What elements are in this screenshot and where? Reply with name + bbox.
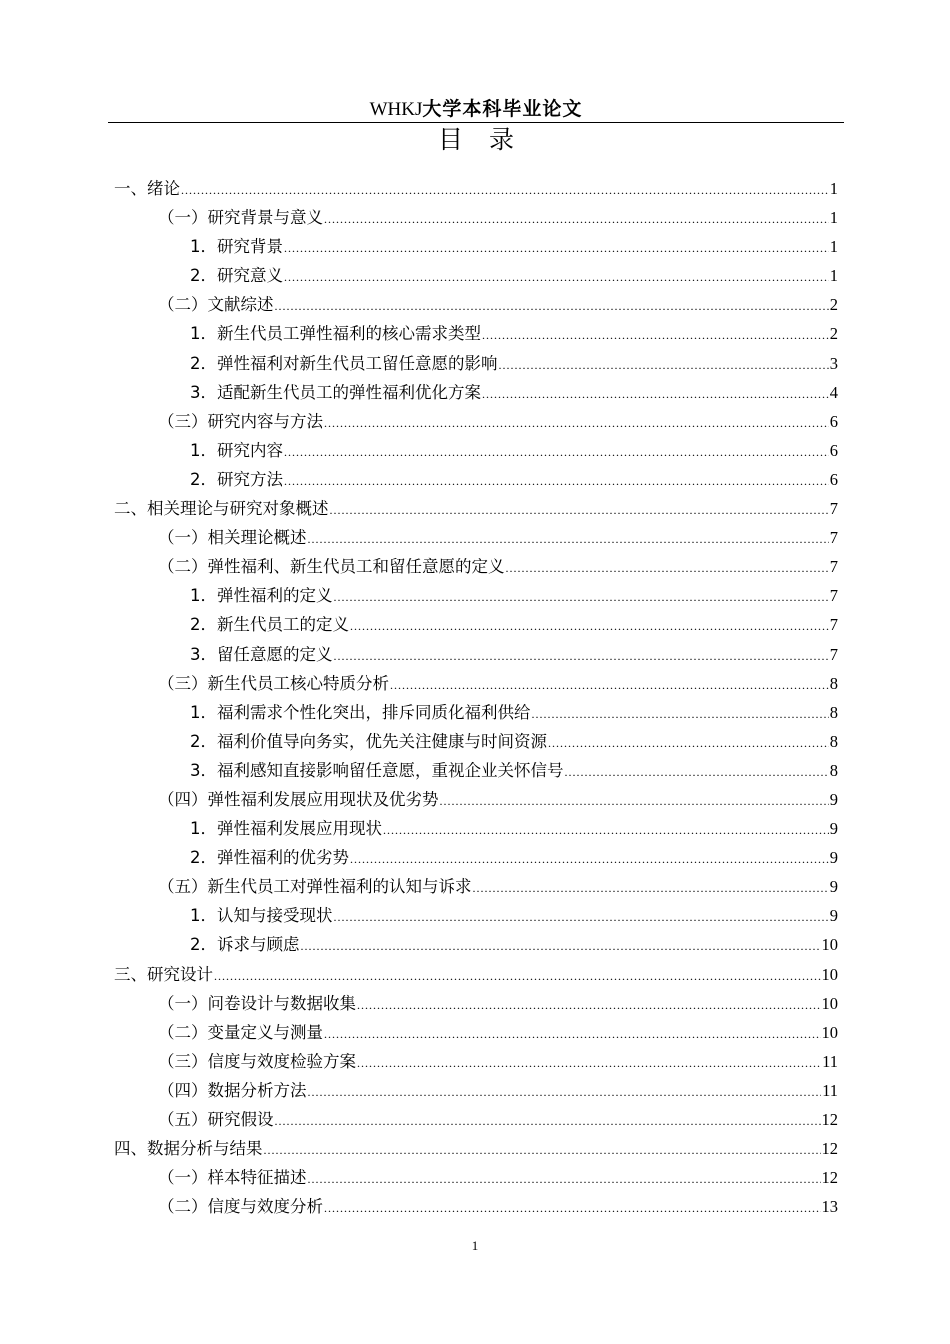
toc-entry-label: （三）研究内容与方法 xyxy=(158,411,323,431)
toc-entry-page: 7 xyxy=(829,586,838,606)
header-university-code: WHKJ xyxy=(369,99,423,120)
toc-entry-page: 9 xyxy=(829,877,838,897)
toc-entry[interactable] xyxy=(114,174,838,203)
toc-dot-leader xyxy=(284,234,829,263)
toc-entry-label: （三）新生代员工核心特质分析 xyxy=(158,673,389,693)
toc-entry[interactable] xyxy=(114,698,838,727)
toc-dot-leader xyxy=(440,787,829,816)
toc-dot-leader xyxy=(357,991,821,1020)
toc-entry[interactable] xyxy=(114,1163,838,1192)
toc-entry-label: （一）相关理论概述 xyxy=(158,528,307,548)
toc-entry-page: 7 xyxy=(829,644,838,664)
toc-entry-label: 1．新生代员工弹性福利的核心需求类型 xyxy=(190,324,481,344)
toc-entry-page: 4 xyxy=(829,382,838,402)
toc-entry-label: （二）变量定义与测量 xyxy=(158,1022,323,1042)
toc-entry-label: （一）研究背景与意义 xyxy=(158,208,323,228)
toc-dot-leader xyxy=(275,1107,821,1136)
toc-entry-label: 1．福利需求个性化突出，排斥同质化福利供给 xyxy=(190,702,531,722)
toc-entry[interactable] xyxy=(114,843,838,872)
toc-entry-page: 10 xyxy=(821,993,838,1013)
toc-dot-leader xyxy=(506,554,829,583)
toc-entry-label: （一）问卷设计与数据收集 xyxy=(158,993,356,1013)
toc-dot-leader xyxy=(390,671,829,700)
toc-entry-page: 13 xyxy=(821,1197,838,1217)
toc-dot-leader xyxy=(284,263,829,292)
toc-entry-label: 2．研究方法 xyxy=(190,469,283,489)
toc-entry-label: 四、数据分析与结果 xyxy=(114,1139,263,1159)
toc-entry-page: 11 xyxy=(822,1051,838,1071)
toc-entry-page: 1 xyxy=(829,266,838,286)
toc-entry-page: 9 xyxy=(829,819,838,839)
toc-entry[interactable] xyxy=(114,872,838,901)
toc-dot-leader xyxy=(473,874,829,903)
toc-entry-label: 2．弹性福利对新生代员工留任意愿的影响 xyxy=(190,353,498,373)
toc-entry-label: 3．福利感知直接影响留任意愿，重视企业关怀信号 xyxy=(190,760,564,780)
toc-entry-page: 10 xyxy=(821,935,838,955)
toc-dot-leader xyxy=(301,932,821,961)
toc-dot-leader xyxy=(330,496,829,525)
toc-dot-leader xyxy=(565,758,829,787)
toc-entry-label: 三、研究设计 xyxy=(114,964,213,984)
toc-entry[interactable] xyxy=(114,1192,838,1221)
toc-entry[interactable] xyxy=(114,901,838,930)
running-header xyxy=(108,96,844,122)
toc-entry[interactable] xyxy=(114,552,838,581)
toc-entry-page: 8 xyxy=(829,702,838,722)
toc-entry-label: 2．诉求与顾虑 xyxy=(190,935,300,955)
toc-entry-label: （二）文献综述 xyxy=(158,295,274,315)
toc-entry[interactable] xyxy=(114,930,838,959)
toc-entry[interactable] xyxy=(114,523,838,552)
toc-entry-page: 7 xyxy=(829,557,838,577)
header-thesis-label: 大学本科毕业论文 xyxy=(422,98,583,120)
toc-dot-leader xyxy=(284,438,829,467)
toc-dot-leader xyxy=(308,1078,822,1107)
toc-entry-page: 2 xyxy=(829,295,838,315)
toc-entry-label: （四）数据分析方法 xyxy=(158,1080,307,1100)
toc-entry-page: 8 xyxy=(829,731,838,751)
toc-entry[interactable] xyxy=(114,1047,838,1076)
toc-entry-page: 9 xyxy=(829,848,838,868)
table-of-contents xyxy=(114,174,838,1221)
toc-entry-label: 2．弹性福利的优劣势 xyxy=(190,848,349,868)
toc-entry[interactable] xyxy=(114,232,838,261)
toc-entry-page: 11 xyxy=(822,1080,838,1100)
toc-entry[interactable] xyxy=(114,1105,838,1134)
toc-entry-label: （二）信度与效度分析 xyxy=(158,1197,323,1217)
page-title: 目录 xyxy=(437,125,540,154)
toc-entry-page: 8 xyxy=(829,760,838,780)
toc-entry-label: （三）信度与效度检验方案 xyxy=(158,1051,356,1071)
toc-entry[interactable] xyxy=(114,727,838,756)
toc-dot-leader xyxy=(334,642,829,671)
toc-entry[interactable] xyxy=(114,756,838,785)
toc-entry-label: 1．研究内容 xyxy=(190,440,283,460)
toc-dot-leader xyxy=(284,467,829,496)
toc-entry-label: 1．弹性福利发展应用现状 xyxy=(190,819,382,839)
toc-entry[interactable] xyxy=(114,203,838,232)
toc-dot-leader xyxy=(357,1049,821,1078)
toc-entry[interactable] xyxy=(114,960,838,989)
toc-entry-label: 3．适配新生代员工的弹性福利优化方案 xyxy=(190,382,481,402)
toc-entry-label: 1．认知与接受现状 xyxy=(190,906,333,926)
toc-dot-leader xyxy=(308,1165,821,1194)
toc-entry-label: （五）新生代员工对弹性福利的认知与诉求 xyxy=(158,877,472,897)
toc-dot-leader xyxy=(350,612,829,641)
toc-dot-leader xyxy=(308,525,829,554)
toc-entry[interactable] xyxy=(114,349,838,378)
toc-dot-leader xyxy=(324,205,829,234)
toc-entry-label: 1．弹性福利的定义 xyxy=(190,586,333,606)
toc-dot-leader xyxy=(275,292,829,321)
toc-dot-leader xyxy=(499,351,829,380)
toc-entry-page: 9 xyxy=(829,906,838,926)
toc-entry[interactable] xyxy=(114,261,838,290)
toc-entry[interactable] xyxy=(114,1134,838,1163)
toc-entry-page: 8 xyxy=(829,673,838,693)
toc-entry-page: 7 xyxy=(829,615,838,635)
toc-entry-label: 一、绪论 xyxy=(114,179,180,198)
toc-entry-page: 2 xyxy=(829,324,838,344)
toc-entry[interactable] xyxy=(114,290,838,319)
toc-entry-page: 9 xyxy=(829,789,838,809)
toc-entry[interactable] xyxy=(114,378,838,407)
toc-entry-page: 6 xyxy=(829,411,838,431)
toc-entry-page: 7 xyxy=(829,528,838,548)
toc-entry-page: 3 xyxy=(829,353,838,373)
toc-entry-label: （二）弹性福利、新生代员工和留任意愿的定义 xyxy=(158,557,505,577)
toc-entry[interactable] xyxy=(114,610,838,639)
toc-dot-leader xyxy=(383,816,829,845)
toc-entry[interactable] xyxy=(114,1018,838,1047)
toc-entry-page: 1 xyxy=(829,237,838,257)
toc-entry[interactable] xyxy=(114,785,838,814)
toc-entry-page: 6 xyxy=(829,440,838,460)
toc-dot-leader xyxy=(324,1020,821,1049)
toc-dot-leader xyxy=(181,176,829,205)
toc-entry-label: （四）弹性福利发展应用现状及优劣势 xyxy=(158,789,439,809)
toc-dot-leader xyxy=(264,1136,821,1165)
toc-entry-page: 10 xyxy=(821,964,838,984)
header-rule xyxy=(108,122,844,123)
toc-entry[interactable] xyxy=(114,465,838,494)
toc-entry[interactable] xyxy=(114,669,838,698)
toc-entry-label: （五）研究假设 xyxy=(158,1110,274,1129)
toc-dot-leader xyxy=(214,962,821,991)
toc-dot-leader xyxy=(548,729,829,758)
toc-entry-page: 12 xyxy=(821,1139,838,1159)
toc-entry-page: 12 xyxy=(821,1110,838,1129)
page-number: 1 xyxy=(471,1238,479,1253)
toc-entry-label: 3．留任意愿的定义 xyxy=(190,644,333,664)
toc-entry-label: 2．新生代员工的定义 xyxy=(190,615,349,635)
toc-entry-label: （一）样本特征描述 xyxy=(158,1168,307,1188)
toc-entry[interactable] xyxy=(114,640,838,669)
toc-dot-leader xyxy=(334,583,829,612)
toc-entry-page: 10 xyxy=(821,1022,838,1042)
toc-entry[interactable] xyxy=(114,581,838,610)
toc-dot-leader xyxy=(482,380,829,409)
toc-dot-leader xyxy=(350,845,829,874)
toc-entry[interactable] xyxy=(114,319,838,348)
toc-entry-page: 12 xyxy=(821,1168,838,1188)
toc-entry[interactable] xyxy=(114,989,838,1018)
toc-entry-label: 2．福利价值导向务实，优先关注健康与时间资源 xyxy=(190,731,547,751)
toc-entry[interactable] xyxy=(114,1076,838,1105)
toc-dot-leader xyxy=(532,700,829,729)
toc-entry[interactable] xyxy=(114,494,838,523)
toc-dot-leader xyxy=(334,903,829,932)
toc-dot-leader xyxy=(324,1194,821,1223)
toc-dot-leader xyxy=(324,409,829,438)
toc-entry-page: 6 xyxy=(829,469,838,489)
toc-entry[interactable] xyxy=(114,436,838,465)
toc-entry-label: 2．研究意义 xyxy=(190,266,283,286)
toc-entry[interactable] xyxy=(114,814,838,843)
toc-entry-page: 1 xyxy=(829,179,838,198)
toc-entry[interactable] xyxy=(114,407,838,436)
toc-entry-label: 二、相关理论与研究对象概述 xyxy=(114,499,329,519)
toc-entry-label: 1．研究背景 xyxy=(190,237,283,257)
toc-dot-leader xyxy=(482,321,829,350)
toc-entry-page: 7 xyxy=(829,499,838,519)
toc-entry-page: 1 xyxy=(829,208,838,228)
